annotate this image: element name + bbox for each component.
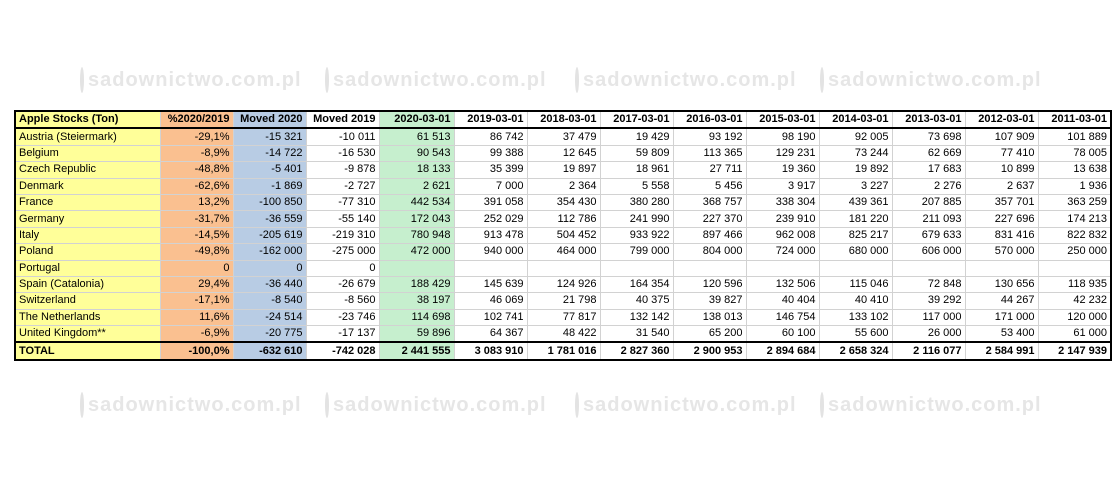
value-cell-stock-2016-03-01: 804 000 (673, 244, 746, 260)
total-cell-stock-2018-03-01: 1 781 016 (527, 342, 600, 359)
value-cell-stock-2018-03-01: 464 000 (527, 244, 600, 260)
value-cell-stock-2017-03-01: 59 809 (600, 145, 673, 161)
value-cell-stock-2012-03-01: 227 696 (965, 211, 1038, 227)
total-cell-pct-2020-2019: -100,0% (160, 342, 233, 359)
table-row (15, 194, 1111, 210)
value-cell-stock-2016-03-01: 93 192 (673, 128, 746, 145)
value-cell-stock-2020-03-01: 472 000 (379, 244, 454, 260)
total-cell-moved-2019: -742 028 (306, 342, 379, 359)
value-cell-moved-2019: -16 530 (306, 145, 379, 161)
table-row (15, 128, 1111, 145)
value-cell-stock-2013-03-01: 2 276 (892, 178, 965, 194)
value-cell-stock-2019-03-01: 102 741 (454, 309, 527, 325)
value-cell-stock-2016-03-01 (673, 260, 746, 276)
value-cell-stock-2013-03-01: 679 633 (892, 227, 965, 243)
value-cell-stock-2015-03-01: 129 231 (746, 145, 819, 161)
value-cell-stock-2012-03-01: 171 000 (965, 309, 1038, 325)
country-cell: Austria (Steiermark) (15, 128, 160, 145)
value-cell-stock-2020-03-01: 59 896 (379, 326, 454, 343)
value-cell-stock-2012-03-01: 2 637 (965, 178, 1038, 194)
value-cell-pct-2020-2019: 0 (160, 260, 233, 276)
value-cell-stock-2011-03-01: 101 889 (1038, 128, 1111, 145)
total-cell-moved-2020: -632 610 (233, 342, 306, 359)
value-cell-stock-2014-03-01: 133 102 (819, 309, 892, 325)
country-cell: Czech Republic (15, 162, 160, 178)
value-cell-stock-2011-03-01: 822 832 (1038, 227, 1111, 243)
total-cell-stock-2013-03-01: 2 116 077 (892, 342, 965, 359)
value-cell-stock-2019-03-01: 35 399 (454, 162, 527, 178)
value-cell-stock-2011-03-01: 174 213 (1038, 211, 1111, 227)
watermark-logo-icon (820, 67, 824, 93)
value-cell-stock-2017-03-01: 933 922 (600, 227, 673, 243)
total-cell-stock-2014-03-01: 2 658 324 (819, 342, 892, 359)
value-cell-stock-2020-03-01: 188 429 (379, 276, 454, 292)
value-cell-pct-2020-2019: -17,1% (160, 293, 233, 309)
value-cell-stock-2017-03-01: 40 375 (600, 293, 673, 309)
value-cell-stock-2018-03-01 (527, 260, 600, 276)
total-cell-stock-2015-03-01: 2 894 684 (746, 342, 819, 359)
value-cell-stock-2014-03-01: 92 005 (819, 128, 892, 145)
total-row (15, 342, 1111, 359)
column-header-stock-2011-03-01: 2011-03-01 (1038, 111, 1111, 128)
value-cell-moved-2020: -100 850 (233, 194, 306, 210)
value-cell-stock-2018-03-01: 2 364 (527, 178, 600, 194)
value-cell-stock-2014-03-01: 181 220 (819, 211, 892, 227)
value-cell-stock-2020-03-01: 2 621 (379, 178, 454, 194)
value-cell-stock-2011-03-01: 363 259 (1038, 194, 1111, 210)
column-header-stock-2017-03-01: 2017-03-01 (600, 111, 673, 128)
apple-stocks-table (14, 110, 1112, 361)
value-cell-stock-2015-03-01: 132 506 (746, 276, 819, 292)
value-cell-stock-2012-03-01: 10 899 (965, 162, 1038, 178)
value-cell-stock-2011-03-01: 42 232 (1038, 293, 1111, 309)
value-cell-moved-2020: -36 440 (233, 276, 306, 292)
column-header-stock-2014-03-01: 2014-03-01 (819, 111, 892, 128)
value-cell-moved-2020: -24 514 (233, 309, 306, 325)
value-cell-moved-2019: -8 560 (306, 293, 379, 309)
value-cell-stock-2012-03-01: 53 400 (965, 326, 1038, 343)
value-cell-moved-2020: -36 559 (233, 211, 306, 227)
watermark-text: sadownictwo.com.pl (88, 393, 302, 416)
value-cell-stock-2013-03-01: 606 000 (892, 244, 965, 260)
value-cell-stock-2013-03-01: 26 000 (892, 326, 965, 343)
value-cell-stock-2018-03-01: 12 645 (527, 145, 600, 161)
value-cell-stock-2019-03-01: 7 000 (454, 178, 527, 194)
value-cell-stock-2013-03-01: 39 292 (892, 293, 965, 309)
value-cell-stock-2014-03-01: 73 244 (819, 145, 892, 161)
table-row (15, 178, 1111, 194)
value-cell-stock-2020-03-01: 172 043 (379, 211, 454, 227)
watermark (575, 60, 797, 100)
value-cell-stock-2016-03-01: 227 370 (673, 211, 746, 227)
column-header-stock-2018-03-01: 2018-03-01 (527, 111, 600, 128)
value-cell-stock-2012-03-01: 77 410 (965, 145, 1038, 161)
value-cell-stock-2017-03-01: 18 961 (600, 162, 673, 178)
table-row (15, 244, 1111, 260)
value-cell-stock-2015-03-01: 19 360 (746, 162, 819, 178)
value-cell-stock-2014-03-01: 680 000 (819, 244, 892, 260)
value-cell-stock-2019-03-01: 86 742 (454, 128, 527, 145)
watermark-logo-icon (325, 392, 329, 418)
table-row (15, 227, 1111, 243)
value-cell-stock-2020-03-01: 780 948 (379, 227, 454, 243)
value-cell-stock-2016-03-01: 27 711 (673, 162, 746, 178)
value-cell-stock-2018-03-01: 19 897 (527, 162, 600, 178)
value-cell-stock-2013-03-01: 17 683 (892, 162, 965, 178)
value-cell-stock-2019-03-01 (454, 260, 527, 276)
value-cell-moved-2019: -26 679 (306, 276, 379, 292)
value-cell-stock-2017-03-01: 19 429 (600, 128, 673, 145)
value-cell-stock-2011-03-01: 78 005 (1038, 145, 1111, 161)
value-cell-stock-2020-03-01: 61 513 (379, 128, 454, 145)
value-cell-stock-2012-03-01 (965, 260, 1038, 276)
value-cell-pct-2020-2019: 13,2% (160, 194, 233, 210)
value-cell-stock-2011-03-01: 13 638 (1038, 162, 1111, 178)
column-header-moved-2020: Moved 2020 (233, 111, 306, 128)
value-cell-stock-2018-03-01: 48 422 (527, 326, 600, 343)
table-row (15, 309, 1111, 325)
value-cell-stock-2019-03-01: 913 478 (454, 227, 527, 243)
value-cell-stock-2013-03-01: 72 848 (892, 276, 965, 292)
value-cell-stock-2013-03-01: 117 000 (892, 309, 965, 325)
watermark-text: sadownictwo.com.pl (828, 393, 1042, 416)
value-cell-stock-2015-03-01: 60 100 (746, 326, 819, 343)
column-header-moved-2019: Moved 2019 (306, 111, 379, 128)
value-cell-moved-2019: -17 137 (306, 326, 379, 343)
value-cell-stock-2019-03-01: 252 029 (454, 211, 527, 227)
total-cell-stock-2017-03-01: 2 827 360 (600, 342, 673, 359)
value-cell-stock-2020-03-01: 442 534 (379, 194, 454, 210)
value-cell-moved-2019: 0 (306, 260, 379, 276)
value-cell-moved-2019: -219 310 (306, 227, 379, 243)
table-row (15, 145, 1111, 161)
value-cell-moved-2019: -23 746 (306, 309, 379, 325)
value-cell-stock-2016-03-01: 5 456 (673, 178, 746, 194)
total-cell-stock-2020-03-01: 2 441 555 (379, 342, 454, 359)
value-cell-pct-2020-2019: -29,1% (160, 128, 233, 145)
value-cell-stock-2018-03-01: 504 452 (527, 227, 600, 243)
value-cell-stock-2020-03-01: 18 133 (379, 162, 454, 178)
value-cell-moved-2020: -15 321 (233, 128, 306, 145)
value-cell-stock-2011-03-01: 118 935 (1038, 276, 1111, 292)
table-row (15, 211, 1111, 227)
total-cell-stock-2012-03-01: 2 584 991 (965, 342, 1038, 359)
value-cell-pct-2020-2019: -62,6% (160, 178, 233, 194)
watermark (80, 385, 302, 425)
value-cell-stock-2015-03-01 (746, 260, 819, 276)
value-cell-pct-2020-2019: -6,9% (160, 326, 233, 343)
value-cell-stock-2013-03-01: 207 885 (892, 194, 965, 210)
watermark-logo-icon (575, 67, 579, 93)
table-row (15, 162, 1111, 178)
value-cell-stock-2020-03-01: 90 543 (379, 145, 454, 161)
value-cell-moved-2019: -10 011 (306, 128, 379, 145)
value-cell-stock-2015-03-01: 724 000 (746, 244, 819, 260)
value-cell-moved-2020: -5 401 (233, 162, 306, 178)
country-cell: France (15, 194, 160, 210)
table-body (15, 128, 1111, 359)
country-cell: Belgium (15, 145, 160, 161)
value-cell-pct-2020-2019: -48,8% (160, 162, 233, 178)
column-header-stock-2019-03-01: 2019-03-01 (454, 111, 527, 128)
value-cell-stock-2018-03-01: 124 926 (527, 276, 600, 292)
watermark-text: sadownictwo.com.pl (583, 393, 797, 416)
value-cell-moved-2020: -162 000 (233, 244, 306, 260)
watermark (325, 60, 547, 100)
value-cell-stock-2014-03-01: 40 410 (819, 293, 892, 309)
column-header-stock-2012-03-01: 2012-03-01 (965, 111, 1038, 128)
value-cell-stock-2012-03-01: 130 656 (965, 276, 1038, 292)
watermark-text: sadownictwo.com.pl (333, 68, 547, 91)
value-cell-stock-2020-03-01: 114 698 (379, 309, 454, 325)
value-cell-moved-2019: -9 878 (306, 162, 379, 178)
watermark-logo-icon (575, 392, 579, 418)
value-cell-moved-2019: -77 310 (306, 194, 379, 210)
value-cell-stock-2017-03-01: 31 540 (600, 326, 673, 343)
watermark-text: sadownictwo.com.pl (88, 68, 302, 91)
value-cell-stock-2015-03-01: 146 754 (746, 309, 819, 325)
value-cell-stock-2018-03-01: 77 817 (527, 309, 600, 325)
table-row (15, 326, 1111, 343)
column-header-stock-2016-03-01: 2016-03-01 (673, 111, 746, 128)
value-cell-stock-2015-03-01: 98 190 (746, 128, 819, 145)
total-cell-stock-2016-03-01: 2 900 953 (673, 342, 746, 359)
value-cell-moved-2019: -55 140 (306, 211, 379, 227)
value-cell-stock-2020-03-01: 38 197 (379, 293, 454, 309)
value-cell-stock-2018-03-01: 37 479 (527, 128, 600, 145)
value-cell-stock-2015-03-01: 3 917 (746, 178, 819, 194)
value-cell-stock-2014-03-01: 3 227 (819, 178, 892, 194)
value-cell-stock-2015-03-01: 338 304 (746, 194, 819, 210)
value-cell-stock-2017-03-01 (600, 260, 673, 276)
value-cell-pct-2020-2019: 11,6% (160, 309, 233, 325)
country-cell: Germany (15, 211, 160, 227)
value-cell-stock-2020-03-01 (379, 260, 454, 276)
value-cell-stock-2016-03-01: 138 013 (673, 309, 746, 325)
watermark-text: sadownictwo.com.pl (333, 393, 547, 416)
column-header-stock-2020-03-01: 2020-03-01 (379, 111, 454, 128)
value-cell-stock-2016-03-01: 120 596 (673, 276, 746, 292)
value-cell-stock-2014-03-01 (819, 260, 892, 276)
value-cell-moved-2019: -2 727 (306, 178, 379, 194)
value-cell-moved-2020: -8 540 (233, 293, 306, 309)
column-header-stock-2013-03-01: 2013-03-01 (892, 111, 965, 128)
value-cell-stock-2019-03-01: 46 069 (454, 293, 527, 309)
value-cell-moved-2020: -205 619 (233, 227, 306, 243)
watermark (325, 385, 547, 425)
value-cell-pct-2020-2019: -49,8% (160, 244, 233, 260)
value-cell-stock-2017-03-01: 380 280 (600, 194, 673, 210)
value-cell-pct-2020-2019: 29,4% (160, 276, 233, 292)
value-cell-moved-2020: 0 (233, 260, 306, 276)
value-cell-stock-2013-03-01: 211 093 (892, 211, 965, 227)
value-cell-stock-2014-03-01: 19 892 (819, 162, 892, 178)
value-cell-stock-2013-03-01: 62 669 (892, 145, 965, 161)
value-cell-pct-2020-2019: -8,9% (160, 145, 233, 161)
country-cell: Spain (Catalonia) (15, 276, 160, 292)
column-header-stock-2015-03-01: 2015-03-01 (746, 111, 819, 128)
value-cell-stock-2019-03-01: 145 639 (454, 276, 527, 292)
country-cell: Italy (15, 227, 160, 243)
country-cell: Denmark (15, 178, 160, 194)
value-cell-pct-2020-2019: -14,5% (160, 227, 233, 243)
value-cell-stock-2018-03-01: 112 786 (527, 211, 600, 227)
value-cell-stock-2017-03-01: 132 142 (600, 309, 673, 325)
value-cell-stock-2011-03-01: 120 000 (1038, 309, 1111, 325)
country-cell: Portugal (15, 260, 160, 276)
value-cell-stock-2016-03-01: 65 200 (673, 326, 746, 343)
value-cell-stock-2018-03-01: 21 798 (527, 293, 600, 309)
value-cell-stock-2017-03-01: 241 990 (600, 211, 673, 227)
watermark-logo-icon (80, 67, 84, 93)
value-cell-stock-2011-03-01 (1038, 260, 1111, 276)
table-header-row (15, 111, 1111, 128)
country-cell: The Netherlands (15, 309, 160, 325)
value-cell-stock-2011-03-01: 1 936 (1038, 178, 1111, 194)
value-cell-stock-2015-03-01: 239 910 (746, 211, 819, 227)
value-cell-stock-2012-03-01: 831 416 (965, 227, 1038, 243)
watermark-logo-icon (80, 392, 84, 418)
country-cell: Poland (15, 244, 160, 260)
value-cell-stock-2017-03-01: 164 354 (600, 276, 673, 292)
value-cell-moved-2020: -14 722 (233, 145, 306, 161)
column-header-pct-2020-2019: %2020/2019 (160, 111, 233, 128)
value-cell-stock-2013-03-01 (892, 260, 965, 276)
watermark-text: sadownictwo.com.pl (828, 68, 1042, 91)
value-cell-stock-2017-03-01: 799 000 (600, 244, 673, 260)
value-cell-stock-2016-03-01: 39 827 (673, 293, 746, 309)
total-cell-stock-2011-03-01: 2 147 939 (1038, 342, 1111, 359)
value-cell-stock-2014-03-01: 439 361 (819, 194, 892, 210)
value-cell-stock-2019-03-01: 940 000 (454, 244, 527, 260)
value-cell-stock-2012-03-01: 44 267 (965, 293, 1038, 309)
value-cell-stock-2012-03-01: 357 701 (965, 194, 1038, 210)
watermark (575, 385, 797, 425)
value-cell-moved-2020: -1 869 (233, 178, 306, 194)
value-cell-moved-2020: -20 775 (233, 326, 306, 343)
value-cell-pct-2020-2019: -31,7% (160, 211, 233, 227)
value-cell-stock-2016-03-01: 368 757 (673, 194, 746, 210)
value-cell-stock-2015-03-01: 962 008 (746, 227, 819, 243)
value-cell-stock-2014-03-01: 825 217 (819, 227, 892, 243)
country-cell: United Kingdom** (15, 326, 160, 343)
value-cell-stock-2014-03-01: 115 046 (819, 276, 892, 292)
watermark (820, 60, 1042, 100)
value-cell-stock-2013-03-01: 73 698 (892, 128, 965, 145)
column-header-country: Apple Stocks (Ton) (15, 111, 160, 128)
watermark (80, 60, 302, 100)
value-cell-stock-2011-03-01: 61 000 (1038, 326, 1111, 343)
watermark-text: sadownictwo.com.pl (583, 68, 797, 91)
total-label: TOTAL (15, 342, 160, 359)
value-cell-moved-2019: -275 000 (306, 244, 379, 260)
total-cell-stock-2019-03-01: 3 083 910 (454, 342, 527, 359)
value-cell-stock-2012-03-01: 570 000 (965, 244, 1038, 260)
value-cell-stock-2019-03-01: 64 367 (454, 326, 527, 343)
value-cell-stock-2019-03-01: 391 058 (454, 194, 527, 210)
table-row (15, 276, 1111, 292)
value-cell-stock-2012-03-01: 107 909 (965, 128, 1038, 145)
value-cell-stock-2015-03-01: 40 404 (746, 293, 819, 309)
watermark (820, 385, 1042, 425)
value-cell-stock-2016-03-01: 897 466 (673, 227, 746, 243)
value-cell-stock-2018-03-01: 354 430 (527, 194, 600, 210)
value-cell-stock-2016-03-01: 113 365 (673, 145, 746, 161)
value-cell-stock-2011-03-01: 250 000 (1038, 244, 1111, 260)
watermark-logo-icon (820, 392, 824, 418)
value-cell-stock-2017-03-01: 5 558 (600, 178, 673, 194)
table-row (15, 293, 1111, 309)
table-row (15, 260, 1111, 276)
value-cell-stock-2014-03-01: 55 600 (819, 326, 892, 343)
country-cell: Switzerland (15, 293, 160, 309)
value-cell-stock-2019-03-01: 99 388 (454, 145, 527, 161)
watermark-logo-icon (325, 67, 329, 93)
